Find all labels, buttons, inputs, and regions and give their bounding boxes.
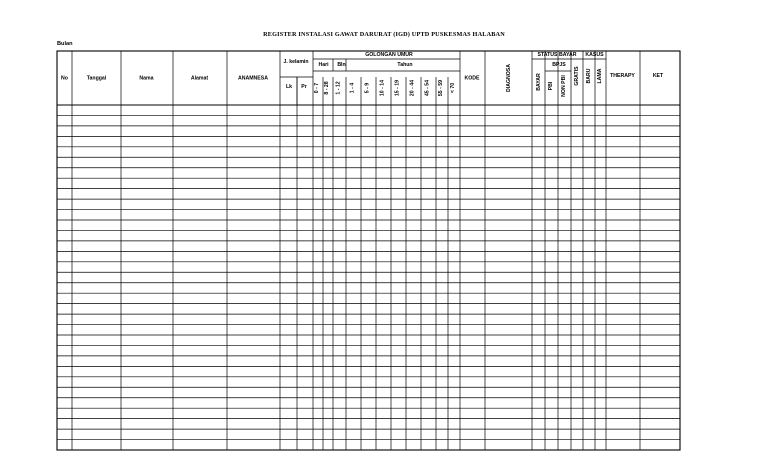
document-title: REGISTER INSTALASI GAWAT DARURAT (IGD) UPTD PUSKESMAS HALABAN [263,31,505,38]
header-kasus: KASUS [585,52,604,58]
header-j-kelamin: J. kelamin [283,59,309,65]
header-anamnesa: ANAMNESA [238,75,268,82]
header-status-bayar: STATUS BAYAR [537,52,577,58]
period-label: Bulan [57,41,73,47]
header-lk: Lk [285,84,293,90]
header-nama: Nama [139,75,154,82]
header-age-range: < 70 [450,82,456,94]
header-age-range: 1 - 12 [335,81,342,95]
header-age-range: 8 - 28 [324,81,330,95]
header-age-range: 10 - 14 [379,79,386,97]
header-pbi: PBI [548,81,554,91]
header-tanggal: Tanggal [86,75,107,82]
header-kode: KODE [464,75,480,82]
header-bpjs: BPJS [552,62,566,68]
table-frame [57,51,680,450]
header-golongan-umur: GOLONGAN UMUR [365,52,413,58]
header-age-range: 15 - 19 [394,79,401,97]
header-no: No [61,75,68,82]
header-alamat: Alamat [190,75,209,82]
header-diagnosa: DIAGNOSA [506,64,512,92]
header-age-range: 45 - 54 [424,79,431,97]
header-non-pbi: NON PBI [561,75,567,97]
header-bln: Bln [337,62,346,68]
header-age-range: 55 - 59 [438,79,444,97]
header-hari: Hari [318,62,329,68]
header-age-range: 1 - 4 [349,82,356,94]
header-tahun: Tahun [397,62,413,68]
header-ket: KET [652,73,664,79]
header-age-range: 0 - 7 [314,82,320,94]
header-bayar: BAYAR [536,73,542,91]
header-therapy: THERAPY [610,73,635,79]
header-gratis: GRATIS [574,66,580,86]
header-age-range: 20 - 44 [409,79,416,97]
header-pr: Pr [301,84,307,90]
header-age-range: 5 - 9 [364,82,371,94]
header-lama: LAMA [597,68,603,84]
header-baru: BARU [586,68,592,84]
